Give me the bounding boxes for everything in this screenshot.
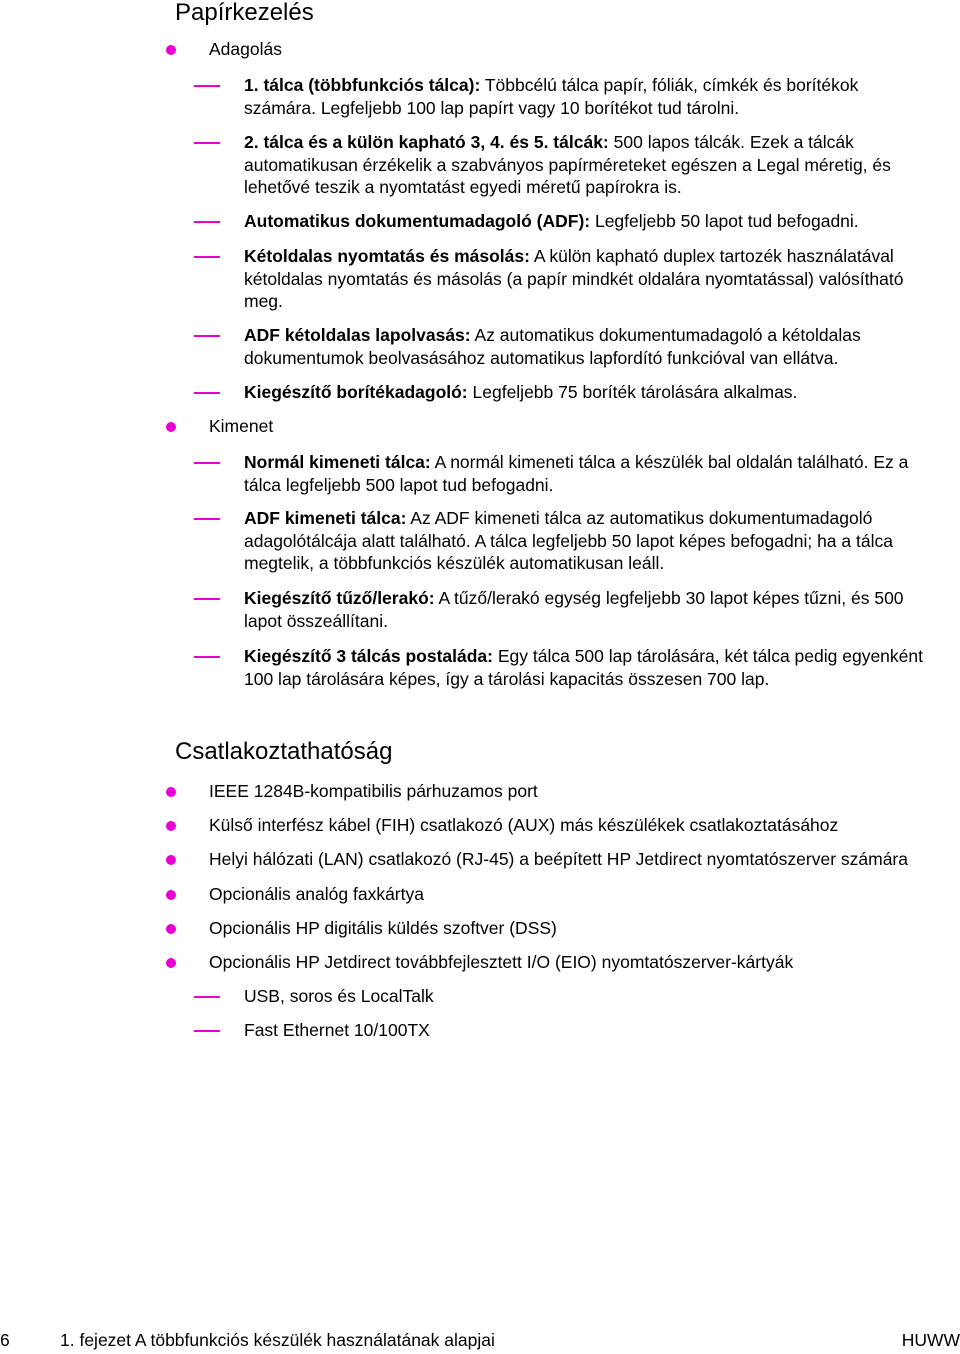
term-label: Kiegészítő 3 tálcás postaláda: <box>244 646 493 666</box>
bullet-icon <box>166 855 176 865</box>
bullet-icon <box>166 787 176 797</box>
dash-icon <box>194 392 220 394</box>
term-label: ADF kétoldalas lapolvasás: <box>244 325 471 345</box>
sub-item-tray1 <box>194 74 924 119</box>
term-label: Kétoldalas nyomtatás és másolás: <box>244 246 530 266</box>
list-item-label: Opcionális HP digitális küldés szoftver (DSS) <box>209 918 557 938</box>
bullet-icon <box>166 45 176 55</box>
term-text: A normál kimeneti tálca a készülék bal oldalán található. Ez a tálca legfeljebb 500 lapot tud befogadni. <box>244 452 909 495</box>
term-label: ADF kimeneti tálca: <box>244 508 407 528</box>
list-item-label: Opcionális HP Jetdirect továbbfejlesztett I/O (EIO) nyomtatószerver-kártyák <box>209 952 794 972</box>
dash-icon <box>194 335 220 337</box>
sub-item-ethernet <box>194 1019 924 1042</box>
chapter-title: 1. fejezet A többfunkciós készülék használatának alapjai <box>60 1330 495 1350</box>
dash-icon <box>194 656 220 658</box>
dash-icon <box>194 256 220 258</box>
sub-item-label: USB, soros és LocalTalk <box>244 986 434 1006</box>
term-text: A tűző/lerakó egység legfeljebb 30 lapot képes tűzni, és 500 lapot összeállítani. <box>244 588 904 631</box>
bullet-icon <box>166 890 176 900</box>
term-text: Többcélú tálca papír, fóliák, címkék és borítékok számára. Legfeljebb 100 lap papírt vagy 10 borítékot tud tárolni. <box>244 75 859 118</box>
term-label: Kiegészítő tűző/lerakó: <box>244 588 435 608</box>
section-title-csatlakoztathatosag: Csatlakoztathatóság <box>175 738 393 765</box>
list-item-label: Külső interfész kábel (FIH) csatlakozó (AUX) más készülékek csatlakoztatásához <box>209 815 839 835</box>
dash-icon <box>194 1030 220 1032</box>
term-label: Automatikus dokumentumadagoló (ADF): <box>244 211 591 231</box>
dash-icon <box>194 462 220 464</box>
sub-item-adf-duplex-scan <box>194 324 924 369</box>
list-item-label: Helyi hálózati (LAN) csatlakozó (RJ-45) a beépített HP Jetdirect nyomtatószerver számára <box>209 849 908 869</box>
term-text: A külön kapható duplex tartozék használatával kétoldalas nyomtatás és másolás (a papír mindkét oldalára nyomtatással) valósítható meg. <box>244 246 904 311</box>
dash-icon <box>194 996 220 998</box>
dash-icon <box>194 221 220 223</box>
sub-item-label: Fast Ethernet 10/100TX <box>244 1020 430 1040</box>
term-text: 500 lapos tálcák. Ezek a tálcák automatikusan érzékelik a szabványos papírméreteket egészen a Legal méretig, és lehetővé teszik a nyomtatást egyedi méretű papírokra is. <box>244 132 891 197</box>
sub-item-mailbox <box>194 645 924 690</box>
term-label: Normál kimeneti tálca: <box>244 452 431 472</box>
document-code: HUWW <box>901 1330 960 1350</box>
sub-item-envelope-feeder <box>194 381 924 404</box>
term-label: 1. tálca (többfunkciós tálca): <box>244 75 481 95</box>
list-item-label: Opcionális analóg faxkártya <box>209 884 424 904</box>
term-label: 2. tálca és a külön kapható 3, 4. és 5. tálcák: <box>244 132 609 152</box>
dash-icon <box>194 85 220 87</box>
sub-item-normal-output <box>194 451 924 496</box>
term-text: Egy tálca 500 lap tárolására, két tálca pedig egyenként 100 lap tárolására képes, így a tárolási kapacitás összesen 700 lap. <box>244 646 923 689</box>
page-footer <box>0 1329 960 1353</box>
list-item-label: Kimenet <box>209 416 274 436</box>
section-title-papirkezeles: Papírkezelés <box>175 0 314 26</box>
dash-icon <box>194 598 220 600</box>
sub-item-stapler <box>194 587 924 632</box>
list-item-label: IEEE 1284B-kompatibilis párhuzamos port <box>209 781 538 801</box>
bullet-icon <box>166 924 176 934</box>
bullet-icon <box>166 821 176 831</box>
dash-icon <box>194 142 220 144</box>
term-text: Az ADF kimeneti tálca az automatikus dokumentumadagoló adagolótálcája alatt található. A tálca legfeljebb 50 lapot képes befogadni; ha a tálca megtelik, a többfunkciós készülék automatikusan leáll. <box>244 508 893 573</box>
sub-item-usb <box>194 985 924 1008</box>
page-number: 6 <box>0 1330 10 1350</box>
term-text: Legfeljebb 50 lapot tud befogadni. <box>590 211 859 231</box>
sub-item-adf <box>194 210 924 233</box>
term-label: Kiegészítő borítékadagoló: <box>244 382 468 402</box>
sub-item-duplex <box>194 245 924 313</box>
term-text: Legfeljebb 75 boríték tárolására alkalmas. <box>467 382 798 402</box>
sub-item-tray2 <box>194 131 924 199</box>
term-text: Az automatikus dokumentumadagoló a kétoldalas dokumentumok beolvasásához automatikus lapfordító funkcióval van ellátva. <box>244 325 861 368</box>
bullet-icon <box>166 422 176 432</box>
list-item-label: Adagolás <box>209 39 282 59</box>
sub-item-adf-output <box>194 507 924 575</box>
dash-icon <box>194 518 220 520</box>
bullet-icon <box>166 958 176 968</box>
